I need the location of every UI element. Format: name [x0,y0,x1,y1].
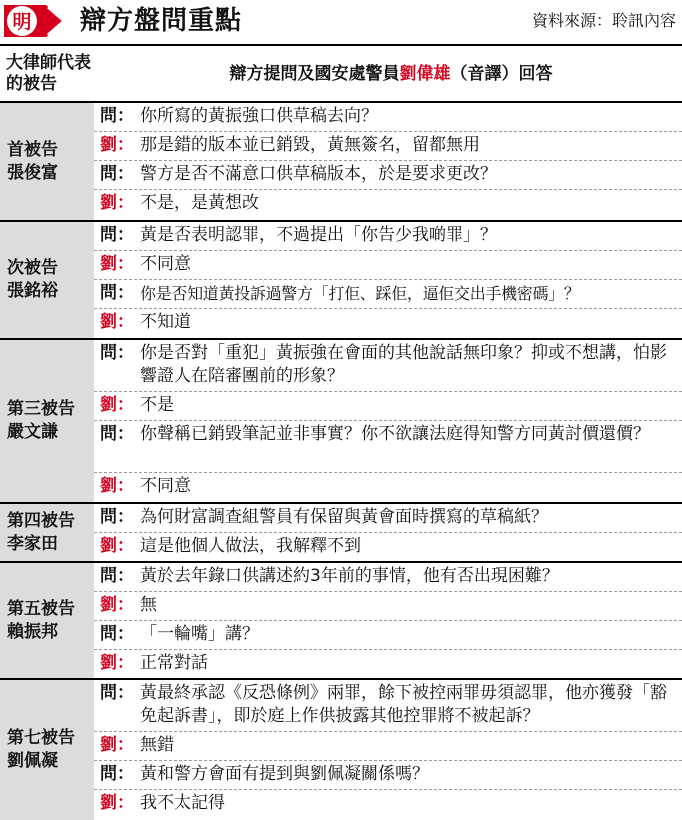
defendant-cell [0,103,94,220]
question-text: 你是否知道黃投訴過警方「打佢、踩佢，逼佢交出手機密碼」？ [140,284,580,303]
question-text: 為何財富調查組警員有保留與黃會面時撰寫的草稿紙？ [140,507,548,527]
source-note: 資料來源：聆訊內容 [531,11,676,30]
question-label: 問： [100,764,134,784]
question-row [94,621,682,650]
question-row [94,103,682,132]
question-row [94,280,682,309]
answer-label: 劉： [100,254,134,274]
answer-text: 不同意 [140,476,191,496]
answer-text: 不是 [140,395,174,415]
answer-label: 劉： [100,135,134,155]
answer-row [94,790,682,818]
defendant-cell [0,340,94,502]
question-label: 問： [100,507,134,527]
defendant-name: 首被告 張俊富 [7,139,58,183]
qa-list [94,504,682,561]
answer-label: 劉： [100,735,134,755]
answer-row [94,650,682,678]
answer-label: 劉： [100,536,134,556]
defendant-cell [0,222,94,338]
question-text: 你所寫的黃振強口供草稿去向？ [140,106,378,126]
section-third-defendant [0,340,682,502]
qa-list [94,222,682,338]
answer-row [94,309,682,338]
question-text: 黃是否表明認罪，不過提出「你告少我啲罪」？ [140,225,497,245]
answer-label: 劉： [100,193,134,213]
question-label: 問： [100,106,134,126]
defendant-name: 第四被告 李家田 [7,510,75,554]
question-label: 問： [100,225,134,245]
question-text: 你是否對「重犯」黃振強在會面的其他說話無印象？抑或不想講，怕影響證人在陪審團前的形象？ [140,343,667,386]
question-label: 問： [100,164,134,184]
newspaper-logo [0,1,74,41]
defendant-cell [0,504,94,561]
header [0,0,682,44]
question-label: 問： [100,343,134,363]
answer-row [94,251,682,280]
question-text: 黃最終承認《反恐條例》兩罪，餘下被控兩罪毋須認罪，他亦獲發「豁免起訴書」，即於庭上作供披露其他控罪將不被起訴？ [140,683,667,726]
question-row [94,340,682,392]
column-header-defendant: 大律師代表 的被告 [6,53,91,94]
question-row [94,680,682,732]
qa-list [94,680,682,820]
section-first-defendant [0,103,682,220]
question-text: 黃和警方會面有提到與劉佩凝關係嗎？ [140,764,429,784]
page-title: 辯方盤問重點 [80,6,243,36]
question-label: 問： [100,566,134,586]
answer-label: 劉： [100,312,134,332]
answer-text: 我不太記得 [140,793,225,813]
qa-list [94,103,682,220]
question-row [94,563,682,592]
section-second-defendant [0,222,682,338]
section-seventh-defendant [0,680,682,820]
question-label: 問： [100,424,134,444]
answer-row [94,132,682,161]
answer-row [94,392,682,421]
officer-name: 劉偉雄 [399,64,451,84]
qa-list [94,340,682,502]
defendant-name: 第三被告 嚴文謙 [7,399,75,442]
answer-text: 不知道 [140,312,191,332]
answer-row [94,592,682,621]
answer-label: 劉： [100,476,134,496]
question-label: 問： [100,283,134,303]
answer-text: 不是，是黃想改 [140,193,259,213]
column-header-qa-prefix: 辯方提問及國安處警員 [229,64,400,84]
logo-text: 明 [12,11,32,33]
section-fourth-defendant [0,504,682,561]
question-text: 「一輪嘴」講？ [140,624,259,644]
answer-text: 無錯 [140,735,174,755]
answer-row [94,190,682,219]
qa-list [94,563,682,678]
answer-text: 正常對話 [140,653,208,673]
answer-text: 這是他個人做法，我解釋不到 [140,536,361,556]
answer-text: 不同意 [140,254,191,274]
question-label: 問： [100,624,134,644]
column-header [0,47,682,101]
question-label: 問： [100,683,134,703]
question-text: 你聲稱已銷毀筆記並非事實？你不欲讓法庭得知警方同黃討價還價？ [140,424,650,444]
logo-badge-icon [0,1,74,41]
section-fifth-defendant [0,563,682,678]
answer-text: 無 [140,595,157,615]
answer-row [94,533,682,561]
answer-label: 劉： [100,793,134,813]
top-rule [0,44,682,46]
column-header-qa-suffix: （音譯）回答 [450,64,553,84]
answer-label: 劉： [100,653,134,673]
column-header-qa [100,63,682,85]
question-row [94,161,682,190]
question-row [94,504,682,533]
question-row [94,761,682,790]
defendant-name: 第五被告 賴振邦 [7,598,75,642]
question-row [94,421,682,473]
defendant-name: 第七被告 劉佩凝 [7,728,75,771]
defendant-cell [0,680,94,820]
defendant-name: 次被告 張銘裕 [7,258,58,301]
answer-label: 劉： [100,395,134,415]
answer-row [94,473,682,502]
question-text: 黃於去年錄口供講述約3年前的事情，他有否出現困難？ [140,566,559,586]
question-text: 警方是否不滿意口供草稿版本，於是要求更改？ [140,164,497,184]
defendant-cell [0,563,94,678]
answer-text: 那是錯的版本並已銷毀，黃無簽名，留都無用 [140,135,480,155]
answer-label: 劉： [100,595,134,615]
answer-row [94,732,682,761]
question-row [94,222,682,251]
